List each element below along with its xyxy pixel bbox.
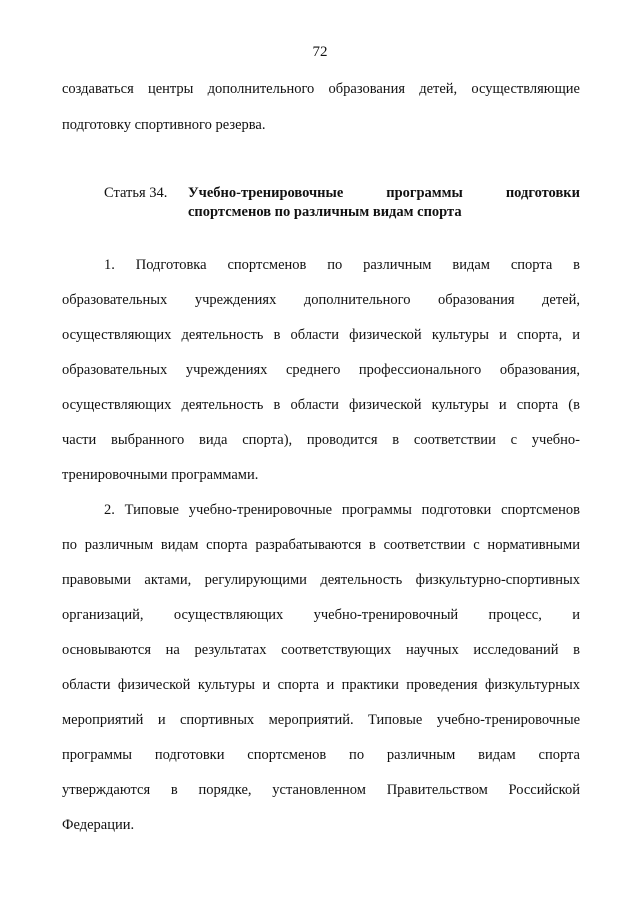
paragraph2-line-5: основываются на результатах соответствующих научных исследований в bbox=[62, 642, 580, 658]
paragraph1-line-4: образовательных учреждениях среднего профессионального образования, bbox=[62, 362, 580, 378]
paragraph1-line-5: осуществляющих деятельность в области физической культуры и спорта (в bbox=[62, 397, 580, 413]
paragraph2-line-8: программы подготовки спортсменов по различным видам спорта bbox=[62, 747, 580, 763]
paragraph2-line-9: утверждаются в порядке, установленном Правительством Российской bbox=[62, 782, 580, 798]
page-number: 72 bbox=[312, 44, 328, 60]
paragraph1-line-1: 1. Подготовка спортсменов по различным видам спорта в bbox=[104, 257, 580, 273]
paragraph2-line-7: мероприятий и спортивных мероприятий. Типовые учебно-тренировочные bbox=[62, 712, 580, 728]
paragraph1-line-3: осуществляющих деятельность в области физической культуры и спорта, и bbox=[62, 327, 580, 343]
article-label: Статья 34. bbox=[104, 185, 168, 201]
paragraph1-line-2: образовательных учреждениях дополнительного образования детей, bbox=[62, 292, 580, 308]
paragraph2-line-3: правовыми актами, регулирующими деятельность физкультурно-спортивных bbox=[62, 572, 580, 588]
paragraph2-line-6: области физической культуры и спорта и практики проведения физкультурных bbox=[62, 677, 580, 693]
paragraph2-line-2: по различным видам спорта разрабатываются в соответствии с нормативными bbox=[62, 537, 580, 553]
paragraph1-line-6: части выбранного вида спорта), проводится в соответствии с учебно- bbox=[62, 432, 580, 448]
paragraph2-line-10: Федерации. bbox=[62, 817, 135, 833]
paragraph2-line-1: 2. Типовые учебно-тренировочные программы подготовки спортсменов bbox=[104, 502, 580, 518]
paragraph2-line-4: организаций, осуществляющих учебно-тренировочный процесс, и bbox=[62, 607, 580, 623]
article-title-line-2: спортсменов по различным видам спорта bbox=[188, 204, 462, 220]
article-title-line-1: Учебно-тренировочные программы подготовки bbox=[188, 185, 580, 201]
intro-line-1: создаваться центры дополнительного образования детей, осуществляющие bbox=[62, 81, 580, 97]
intro-line-2: подготовку спортивного резерва. bbox=[62, 117, 266, 133]
paragraph1-line-7: тренировочными программами. bbox=[62, 467, 259, 483]
